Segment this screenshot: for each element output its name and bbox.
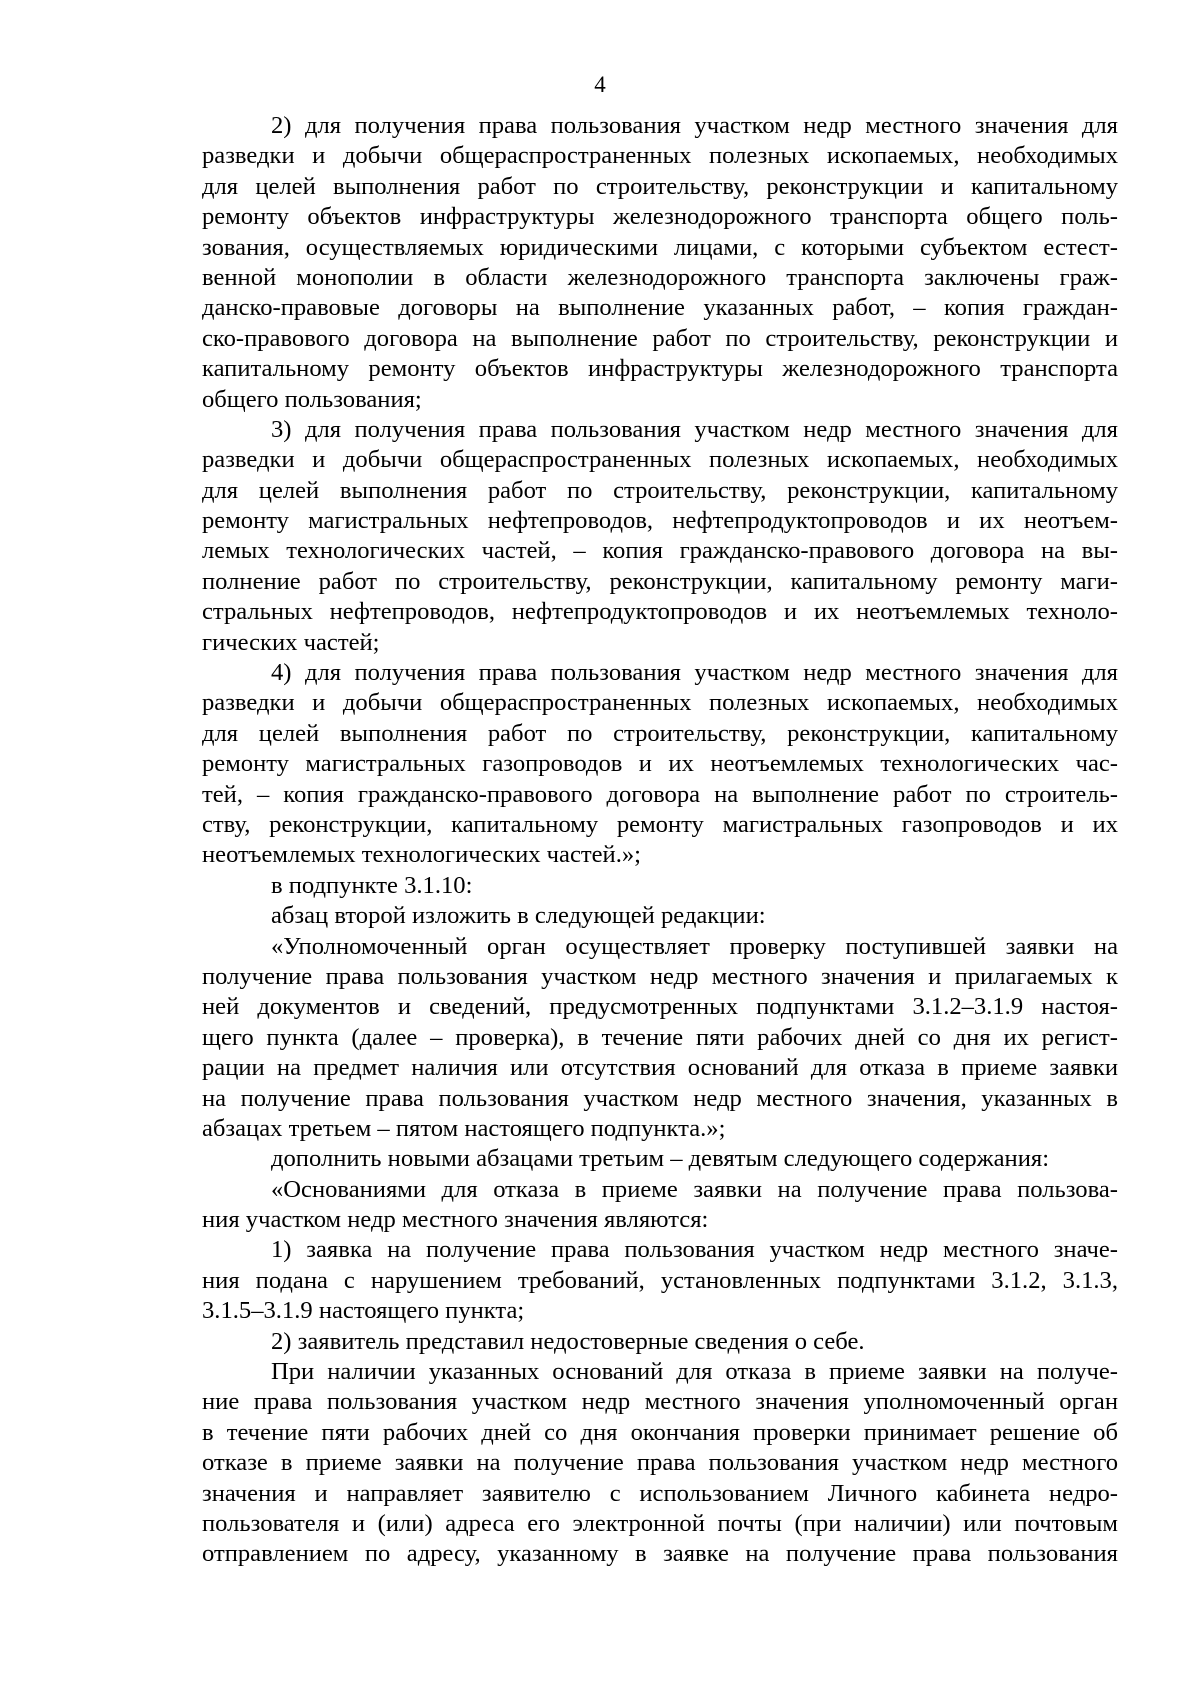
text-line: значения и направляет заявителю с использованием Личного кабинета недро- [202, 1479, 1118, 1507]
text-line: зования, осуществляемых юридическими лицами, с которыми субъектом естест- [202, 233, 1118, 261]
text-line: отказе в приеме заявки на получение права пользования участком недр местного [202, 1449, 1118, 1477]
text-line: в подпункте 3.1.10: [271, 871, 473, 899]
text-line: в течение пяти рабочих дней со дня окончания проверки принимает решение об [202, 1418, 1118, 1446]
text-line: рации на предмет наличия или отсутствия оснований для отказа в приеме заявки [202, 1054, 1118, 1082]
text-line: получение права пользования участком недр местного значения и прилагаемых к [202, 962, 1118, 990]
text-line: ния подана с нарушением требований, установленных подпунктами 3.1.2, 3.1.3, [202, 1266, 1118, 1294]
text-line: 2) для получения права пользования участком недр местного значения для [271, 112, 1118, 139]
text-line: стральных нефтепроводов, нефтепродуктопроводов и их неотъемлемых техноло- [202, 598, 1118, 626]
text-line: капитальному ремонту объектов инфраструктуры железнодорожного транспорта [202, 355, 1118, 383]
text-line: дополнить новыми абзацами третьим – девятым следующего содержания: [271, 1145, 1050, 1173]
text-line: разведки и добычи общераспространенных полезных ископаемых, необходимых [202, 142, 1118, 170]
text-line: для целей выполнения работ по строительству, реконструкции, капитальному [202, 719, 1118, 747]
text-line: для целей выполнения работ по строительству, реконструкции и капитальному [202, 172, 1118, 200]
text-line: 3.1.5–3.1.9 настоящего пункта; [202, 1297, 525, 1325]
text-line: «Основаниями для отказа в приеме заявки на получение права пользова- [271, 1175, 1118, 1203]
text-line: 2) заявитель представил недостоверные сведения о себе. [271, 1327, 865, 1355]
text-line: разведки и добычи общераспространенных полезных ископаемых, необходимых [202, 446, 1118, 474]
text-line: общего пользования; [202, 385, 422, 413]
text-line: 3) для получения права пользования участком недр местного значения для [271, 415, 1118, 443]
text-line: данско-правовые договоры на выполнение указанных работ, – копия граждан- [202, 294, 1118, 322]
text-line: 4) для получения права пользования участком недр местного значения для [271, 659, 1118, 687]
text-line: разведки и добычи общераспространенных полезных ископаемых, необходимых [202, 689, 1118, 717]
text-line: на получение права пользования участком недр местного значения, указанных в [202, 1084, 1118, 1112]
text-line: При наличии указанных оснований для отказа в приеме заявки на получе- [271, 1358, 1118, 1386]
text-line: ремонту объектов инфраструктуры железнодорожного транспорта общего поль- [202, 203, 1118, 231]
text-line: ния участком недр местного значения являются: [202, 1206, 709, 1234]
text-line: отправлением по адресу, указанному в заявке на получение права пользования [202, 1540, 1118, 1568]
text-line: ние права пользования участком недр местного значения уполномоченный орган [202, 1388, 1118, 1416]
text-line: абзацах третьем – пятом настоящего подпункта.»; [202, 1114, 726, 1142]
document-body [202, 111, 1118, 1570]
text-line: «Уполномоченный орган осуществляет проверку поступившей заявки на [271, 932, 1118, 960]
page-number: 4 [594, 72, 606, 97]
text-line: ней документов и сведений, предусмотренных подпунктами 3.1.2–3.1.9 настоя- [202, 993, 1118, 1021]
text-line: щего пункта (далее – проверка), в течение пяти рабочих дней со дня их регист- [202, 1023, 1118, 1051]
text-line: венной монополии в области железнодорожного транспорта заключены граж- [202, 263, 1118, 291]
text-line: пользователя и (или) адреса его электронной почты (при наличии) или почтовым [202, 1509, 1118, 1537]
text-line: гических частей; [202, 628, 380, 656]
text-line: ско-правового договора на выполнение работ по строительству, реконструкции и [202, 324, 1118, 352]
text-line: лемых технологических частей, – копия гражданско-правового договора на вы- [202, 537, 1118, 565]
text-line: абзац второй изложить в следующей редакции: [271, 902, 766, 930]
text-line: полнение работ по строительству, реконструкции, капитальному ремонту маги- [202, 567, 1118, 595]
text-line: для целей выполнения работ по строительству, реконструкции, капитальному [202, 476, 1118, 504]
text-line: 1) заявка на получение права пользования участком недр местного значе- [271, 1236, 1118, 1264]
text-line: тей, – копия гражданско-правового договора на выполнение работ по строитель- [202, 780, 1118, 808]
text-line: ремонту магистральных нефтепроводов, нефтепродуктопроводов и их неотъем- [202, 507, 1118, 535]
text-line: ремонту магистральных газопроводов и их неотъемлемых технологических час- [202, 750, 1118, 778]
text-line: неотъемлемых технологических частей.»; [202, 841, 641, 869]
text-line: ству, реконструкции, капитальному ремонту магистральных газопроводов и их [202, 810, 1118, 838]
